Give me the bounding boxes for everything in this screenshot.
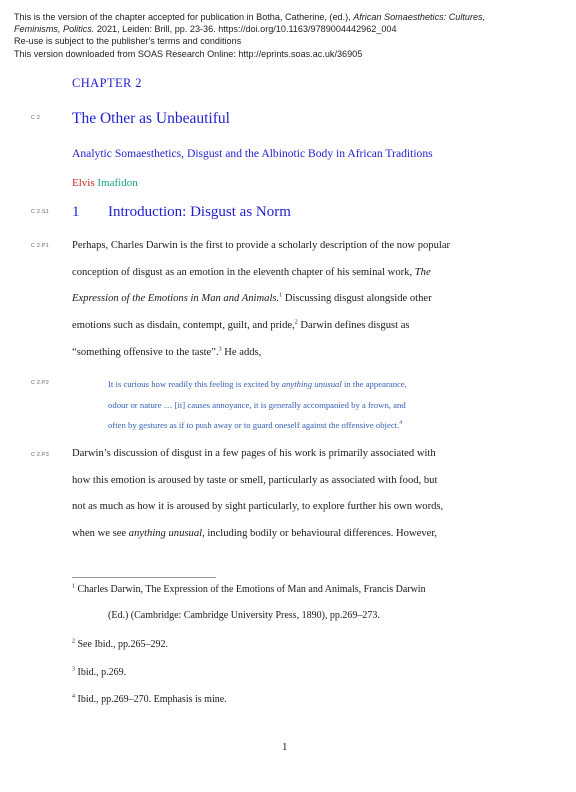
paragraph-3-line-4-rest: , including bodily or behavioural differences. However, [202,528,438,540]
paragraph-1-line-4 [72,313,512,340]
footnote-ref-3[interactable]: 3 [218,346,222,353]
paragraph-3-emphasis: anything unusual [128,528,203,540]
footnote-3-line [72,660,512,686]
footnote-2-text: See Ibid., pp.265–292. [75,639,169,650]
quote-line-1-text: It is curious how readily this feeling is excited by [108,379,280,389]
quote-line-1 [108,374,488,395]
footnote-2-marker: 2 [72,638,75,645]
author-given-name: Elvis [72,177,95,189]
chapter-subtitle: Analytic Somaesthetics, Disgust and the Albinotic Body in African Traditions [72,147,433,160]
author-family-name: Imafidon [97,177,138,189]
quote-line-1-rest: in the appearance, [343,379,407,389]
notice-book-title-cont: Feminisms, Politics. [14,24,95,35]
notice-book-title: African Somaesthetics: Cultures, [353,12,486,22]
footnote-1-text: Charles Darwin, The Expression of the Emotions of Man and Animals, Francis Darwin [75,584,426,595]
chapter-number: 2 [135,76,142,90]
footnote-2-line [72,632,512,658]
footnote-4-text: Ibid., pp.269–270. Emphasis is mine. [75,694,227,705]
section-id-marker: C 2.S1 [31,209,50,215]
author-name [72,177,138,189]
notice-doi-text: 2021, Leiden: Brill, pp. 23-36. https://doi.org/10.1163/9789004442962_004 [96,24,397,35]
chapter-label-word: CHAPTER [72,76,132,90]
title-id-marker: C 2 [31,115,41,121]
footnote-1 [72,577,512,629]
block-quote [108,374,488,436]
footnote-3-marker: 3 [72,666,75,673]
paragraph-3-line-1: Darwin’s discussion of disgust in a few pages of his work is primarily associated with [72,448,436,459]
paragraph-2-id-marker: C 2.P2 [31,380,50,386]
paragraph-1-line-4-rest: Darwin defines disgust as [297,320,410,332]
paragraph-3-id-marker: C 2.P3 [31,452,50,458]
footnote-4 [72,687,512,713]
quote-line-3 [108,415,488,436]
paragraph-1-line-3-text: Discussing disgust alongside other [282,293,432,305]
book-title-italic: The [414,266,431,278]
footnote-ref-4[interactable]: 4 [399,420,403,427]
chapter-title: The Other as Unbeautiful [72,110,230,127]
section-title: Introduction: Disgust as Norm [108,204,291,220]
paragraph-1-line-4-text: emotions such as disdain, contempt, guilt, and pride, [72,320,295,332]
paragraph-3-line-3: not as much as how it is aroused by sight particularly, to explore further his own words, [72,501,444,513]
page-number: 1 [282,741,288,753]
section-heading [72,204,291,221]
paragraph-3-line-4 [72,521,512,548]
footnote-4-line [72,687,512,713]
paragraph-1-line-2 [72,260,512,287]
paragraph-1-line-3 [72,286,512,313]
paragraph-1 [72,233,512,366]
footnote-1-line-1 [72,577,512,603]
quote-line-2: odour or nature … [it] causes annoyance, it is generally accompanied by a frown, and [108,399,406,410]
paragraph-1-line-1: Perhaps, Charles Darwin is the first to provide a scholarly description of the now popular [72,240,451,251]
notice-line-1-text: This is the version of the chapter accepted for publication in Botha, Catherine, (ed.), [14,12,351,22]
notice-line-2 [14,23,564,35]
footnote-3-text: Ibid., p.269. [75,667,127,678]
chapter-label [72,76,142,91]
footnote-2 [72,632,512,658]
notice-download-source: This version downloaded from SOAS Research Online: http://eprints.soas.ac.uk/36905 [14,48,363,59]
paragraph-1-line-5 [72,340,512,367]
notice-line-1 [14,11,564,23]
footnote-ref-2[interactable]: 2 [294,319,298,326]
paragraph-1-line-2-text: conception of disgust as an emotion in the eleventh chapter of his seminal work, [72,266,413,278]
paragraph-3 [72,441,512,548]
paragraph-1-line-5-text: “something offensive to the taste”. [72,346,219,358]
publication-notice [14,11,564,60]
notice-reuse-terms: Re-use is subject to the publisher's terms and conditions [14,36,242,47]
footnote-4-marker: 4 [72,693,75,700]
section-number: 1 [72,204,80,220]
paragraph-3-line-4-text: when we see [72,528,127,540]
footnote-3 [72,660,512,686]
footnote-ref-1[interactable]: 1 [279,292,283,299]
paragraph-3-line-2: how this emotion is aroused by taste or smell, particularly as associated with food, but [72,474,438,486]
footnote-1-line-2: (Ed.) (Cambridge: Cambridge University Press, 1890), pp.269–273. [108,610,380,621]
footnote-1-marker: 1 [72,583,75,590]
paragraph-1-id-marker: C 2.P1 [31,243,50,249]
quote-emphasis: anything unusual [281,379,342,389]
book-title-italic-cont: Expression of the Emotions in Man and Animals. [72,293,280,305]
paragraph-1-line-5-rest: He adds, [221,346,262,358]
quote-line-3-text: often by gestures as if to push away or to guard oneself against the offensive object. [108,420,400,431]
